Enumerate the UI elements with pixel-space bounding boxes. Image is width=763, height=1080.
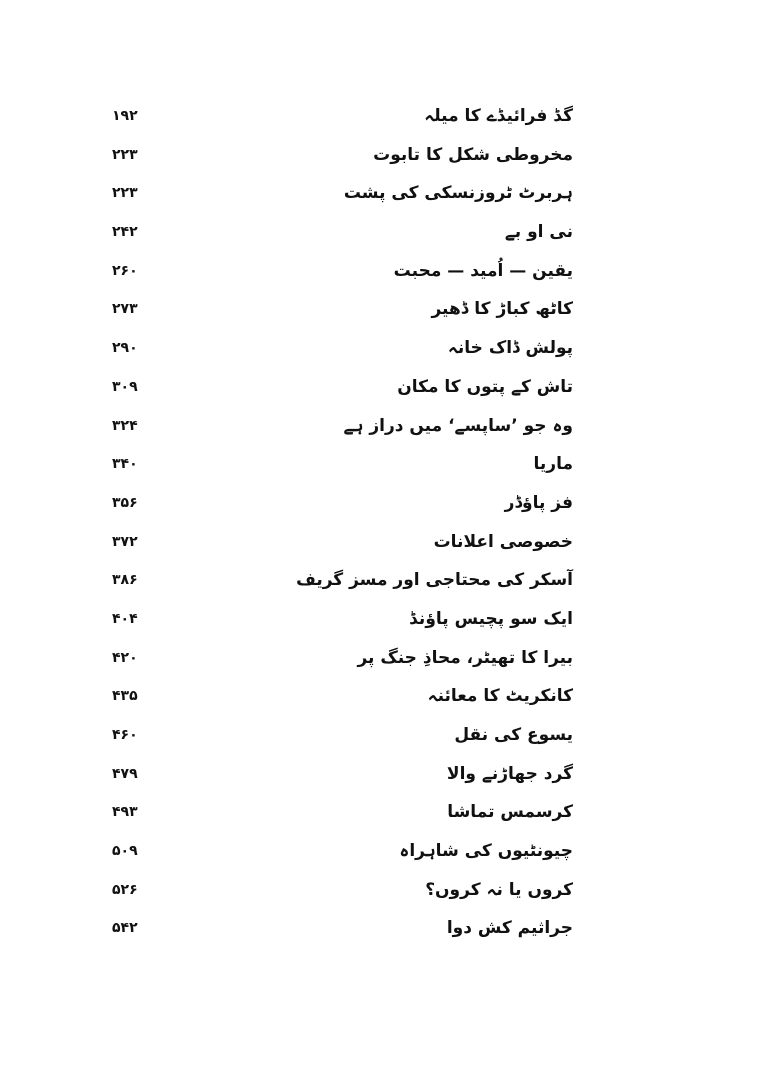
toc-entry-title: چیونٹیوں کی شاہراہ <box>399 841 573 862</box>
table-of-contents <box>0 100 763 951</box>
toc-entry[interactable] <box>0 642 763 681</box>
toc-entry-page: ۴۶۰ <box>112 727 138 743</box>
toc-entry[interactable] <box>0 758 763 797</box>
toc-entry[interactable] <box>0 448 763 487</box>
toc-entry-page: ۲۲۳ <box>112 185 138 202</box>
toc-entry[interactable] <box>0 796 763 835</box>
toc-entry-page: ۳۵۶ <box>112 494 138 511</box>
toc-entry-page: ۳۸۶ <box>112 572 138 589</box>
toc-entry-title: کاٹھ کباڑ کا ڈھیر <box>431 299 573 320</box>
toc-entry-title: گڈ فرائیڈے کا میلہ <box>424 106 573 126</box>
toc-entry[interactable] <box>0 100 763 139</box>
toc-entry[interactable] <box>0 564 763 603</box>
toc-entry-title: ایک سو پچیس پاؤنڈ <box>409 608 573 629</box>
toc-entry-page: ۲۲۳ <box>112 146 138 163</box>
toc-entry-page: ۴۹۳ <box>112 804 138 821</box>
toc-entry[interactable] <box>0 293 763 332</box>
toc-entry-title: کرسمس تماشا <box>447 802 573 823</box>
toc-entry[interactable] <box>0 912 763 951</box>
toc-entry-title: نی او بے <box>504 222 573 243</box>
toc-entry-page: ۵۴۲ <box>112 920 138 937</box>
toc-entry-page: ۵۲۶ <box>112 881 138 898</box>
toc-entry-title: مخروطی شکل کا تابوت <box>373 144 573 165</box>
toc-entry[interactable] <box>0 603 763 642</box>
toc-entry-title: ہربرٹ ٹروزنسکی کی پشت <box>343 183 573 204</box>
toc-entry-title: وہ جو ’ساپسے‘ میں دراز ہے <box>343 415 573 436</box>
toc-entry-page: ۴۳۵ <box>112 688 138 705</box>
toc-entry-title: پولش ڈاک خانہ <box>447 338 573 359</box>
toc-entry-page: ۱۹۲ <box>112 108 138 124</box>
toc-entry[interactable] <box>0 332 763 371</box>
toc-entry-page: ۳۷۲ <box>112 533 138 550</box>
toc-entry[interactable] <box>0 526 763 565</box>
toc-entry-page: ۴۷۹ <box>112 765 138 782</box>
toc-entry[interactable] <box>0 139 763 178</box>
toc-entry-title: خصوصی اعلانات <box>433 531 573 552</box>
toc-entry-page: ۴۲۰ <box>112 649 138 666</box>
toc-entry[interactable] <box>0 680 763 719</box>
toc-entry[interactable] <box>0 216 763 255</box>
toc-entry-page: ۲۹۰ <box>112 340 138 357</box>
toc-entry[interactable] <box>0 410 763 449</box>
toc-entry-page: ۴۰۴ <box>112 610 138 627</box>
toc-entry-title: تاش کے پتوں کا مکان <box>397 376 573 397</box>
toc-entry[interactable] <box>0 487 763 526</box>
toc-entry-page: ۲۴۲ <box>112 224 138 241</box>
toc-entry-page: ۳۰۹ <box>112 378 138 395</box>
toc-entry[interactable] <box>0 177 763 216</box>
toc-entry[interactable] <box>0 835 763 874</box>
toc-entry-page: ۳۴۰ <box>112 456 138 473</box>
toc-entry-title: فز پاؤڈر <box>504 492 573 513</box>
toc-entry-title: یسوع کی نقل <box>454 725 573 745</box>
toc-entry-title: ماریا <box>533 454 573 475</box>
toc-entry-page: ۲۷۳ <box>112 301 138 318</box>
toc-entry-title: جراثیم کش دوا <box>446 918 573 939</box>
toc-entry-title: بیرا کا تھیٹر، محاذِ جنگ پر <box>357 647 573 668</box>
toc-entry-title: یقین — اُمید — محبت <box>393 260 573 281</box>
toc-entry[interactable] <box>0 255 763 294</box>
toc-entry[interactable] <box>0 719 763 758</box>
toc-entry-page: ۵۰۹ <box>112 843 138 860</box>
toc-entry-page: ۲۶۰ <box>112 262 138 279</box>
toc-entry-title: کروں یا نہ کروں؟ <box>425 879 573 900</box>
toc-entry-page: ۳۲۴ <box>112 417 138 434</box>
toc-entry-title: آسکر کی محتاجی اور مسز گریف <box>296 570 573 591</box>
toc-entry-title: کانکریٹ کا معائنہ <box>427 686 573 707</box>
toc-entry[interactable] <box>0 874 763 913</box>
toc-entry-title: گرد جھاڑنے والا <box>446 763 573 784</box>
toc-entry[interactable] <box>0 371 763 410</box>
